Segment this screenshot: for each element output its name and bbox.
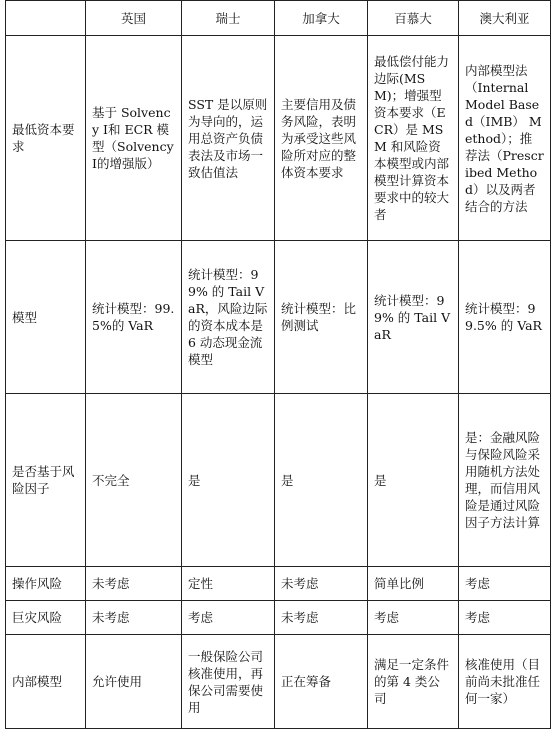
table-cell: 是 [368,394,459,567]
table-row-operational-risk [6,567,551,601]
table-cell: 统计模型：99% 的 Tail VaR，风险边际的资本成本是 6 动态现金流模型 [182,241,275,394]
table-cell: 统计模型：比例测试 [275,241,368,394]
table-cell: 内部模型法（Internal Model Based（IMB） Method）；推荐法（Prescribed Method）以及两者结合的方法 [459,36,551,241]
table-cell: 考虑 [459,567,551,601]
table-row-minimum-capital [6,36,551,241]
table-cell: 一般保险公司核准使用，再保公司需要使用 [182,635,275,729]
table-cell: 最低偿付能力边际(MSM)；增强型资本要求（ECR）是 MSM 和风险资本模型或内部模型计算资本要求中的较大者 [368,36,459,241]
row-label: 模型 [6,241,86,394]
table-row-internal-model [6,635,551,729]
header-cell-uk: 英国 [86,1,182,36]
row-label: 操作风险 [6,567,86,601]
table-cell: 考虑 [182,601,275,635]
table-cell: 统计模型：99.5%的 VaR [86,241,182,394]
header-row [6,1,551,36]
table-cell: 未考虑 [275,601,368,635]
table-cell: 定性 [182,567,275,601]
row-label: 巨灾风险 [6,601,86,635]
table-cell: 满足一定条件的第 4 类公司 [368,635,459,729]
document-page [5,0,551,729]
table-cell: 未考虑 [86,567,182,601]
header-cell-bermuda: 百慕大 [368,1,459,36]
table-cell: 考虑 [459,601,551,635]
solvency-comparison-table [5,0,551,729]
header-cell-canada: 加拿大 [275,1,368,36]
table-cell: 允许使用 [86,635,182,729]
table-cell: 统计模型：99.5% 的 VaR [459,241,551,394]
table-cell: 是 [182,394,275,567]
table-cell: 核准使用（目前尚未批准任何一家） [459,635,551,729]
table-cell: 是：金融风险与保险风险采用随机方法处理，而信用风险是通过风险因子方法计算 [459,394,551,567]
table-row-risk-factor [6,394,551,567]
table-cell: 是 [275,394,368,567]
table-cell: 考虑 [368,601,459,635]
table-cell: 统计模型：99% 的 Tail VaR [368,241,459,394]
table-cell: 基于 Solvency Ⅰ和 ECR 模型（Solvency Ⅰ的增强版） [86,36,182,241]
row-label: 最低资本要求 [6,36,86,241]
header-cell-corner [6,1,86,36]
header-cell-switzerland: 瑞士 [182,1,275,36]
table-cell: 不完全 [86,394,182,567]
header-cell-australia: 澳大利亚 [459,1,551,36]
table-cell: 未考虑 [86,601,182,635]
table-row-model [6,241,551,394]
table-cell: 主要信用及债务风险，表明为承受这些风险所对应的整体资本要求 [275,36,368,241]
table-row-catastrophe-risk [6,601,551,635]
table-cell: 正在筹备 [275,635,368,729]
table-cell: 简单比例 [368,567,459,601]
row-label: 是否基于风险因子 [6,394,86,567]
table-cell: 未考虑 [275,567,368,601]
row-label: 内部模型 [6,635,86,729]
table-cell: SST 是以原则为导向的，运用总资产负债表法及市场一致估值法 [182,36,275,241]
